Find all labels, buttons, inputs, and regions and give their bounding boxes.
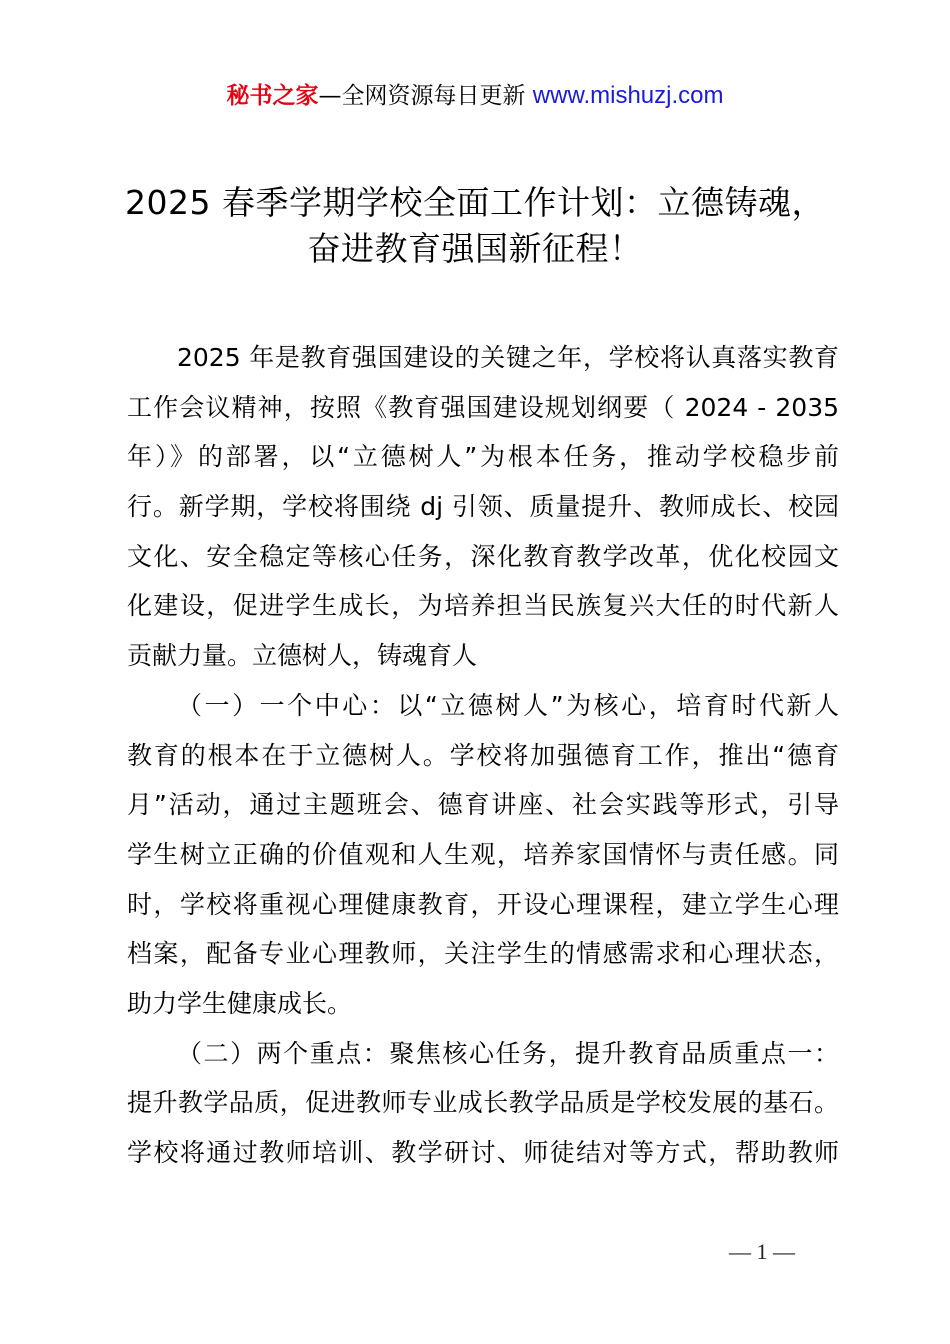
body-line: 化建设，促进学生成长，为培养担当民族复兴大任的时代新人 — [127, 591, 839, 621]
body-line: 档案，配备专业心理教师，关注学生的情感需求和心理状态， — [127, 939, 839, 969]
body-line: 提升教学品质，促进教师专业成长教学品质是学校发展的基石。 — [127, 1088, 839, 1118]
site-banner — [0, 80, 950, 112]
brand-name: 秘书之家 — [226, 83, 319, 109]
page-footer — [0, 1236, 950, 1268]
body-line: 学校将通过教师培训、教学研讨、师徒结对等方式，帮助教师 — [127, 1138, 839, 1167]
section-heading: （一）一个中心：以“立德树人”为核心，培育时代新人 — [177, 690, 839, 720]
banner-slogan: —全网资源每日更新 — [318, 83, 526, 109]
body-line: 时，学校将重视心理健康教育，开设心理课程，建立学生心理 — [127, 889, 839, 919]
body-line: 助力学生健康成长。 — [127, 988, 353, 1018]
title-line-2: 奋进教育强国新征程！ — [307, 229, 643, 268]
body-line: 贡献力量。立德树人，铸魂育人 — [127, 641, 478, 671]
body-line: 2025 年是教育强国建设的关键之年，学校将认真落实教育 — [177, 343, 839, 372]
document-title — [100, 180, 850, 272]
section-heading: （二）两个重点：聚焦核心任务，提升教育品质重点一： — [177, 1038, 839, 1068]
site-url[interactable]: www.mishuzj.com — [532, 82, 724, 109]
body-line: 月”活动，通过主题班会、德育讲座、社会实践等形式，引导 — [127, 790, 839, 820]
body-line: 学生树立正确的价值观和人生观，培养家国情怀与责任感。同 — [127, 839, 839, 869]
body-line: 年）》的部署，以“立德树人”为根本任务，推动学校稳步前 — [127, 442, 839, 472]
body-line: 行。新学期，学校将围绕 dj 引领、质量提升、教师成长、校园 — [127, 492, 839, 522]
title-line-1: 2025 春季学期学校全面工作计划：立德铸魂， — [125, 183, 825, 222]
body-line: 工作会议精神，按照《教育强国建设规划纲要（ 2024 - 2035 — [127, 392, 839, 422]
body-line: 文化、安全稳定等核心任务，深化教育教学改革，优化校园文 — [127, 541, 839, 571]
page-number: — 1 — — [729, 1239, 795, 1264]
document-body — [127, 333, 839, 1178]
body-line: 教育的根本在于立德树人。学校将加强德育工作，推出“德育 — [127, 740, 839, 770]
